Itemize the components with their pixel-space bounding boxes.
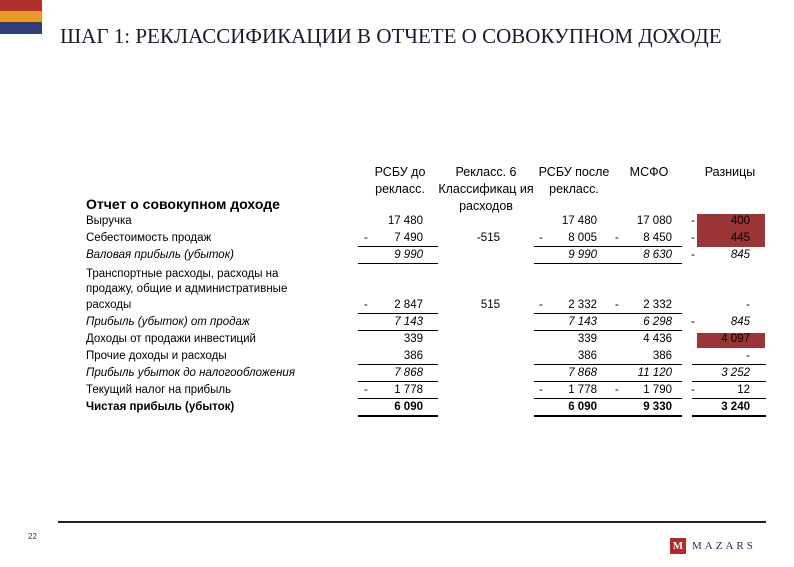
minus-sign: - [615,299,619,311]
cell-after-net: 6 090 [568,401,597,413]
cell-rsbu-cost: 7 490 [394,232,423,244]
row-label-net: Чистая прибыль (убыток) [86,401,235,413]
slide-title: ШАГ 1: РЕКЛАССИФИКАЦИИ В ОТЧЕТЕ О СОВОКУПНОМ ДОХОДЕ [60,24,722,48]
col-header-rsbu: РСБУ до рекласс. [374,165,426,196]
row-label-cost: Себестоимость продаж [86,232,212,244]
cell-diff-other: - [746,350,750,362]
underline-after [534,381,612,382]
underline-ifrs [612,364,682,365]
minus-sign: - [615,384,619,396]
cell-rsbu-expenses: 2 847 [394,299,423,311]
cell-after-revenue: 17 480 [561,215,597,227]
minus-sign: - [691,384,695,396]
cell-ifrs-gross: 8 630 [643,249,672,261]
cell-rsbu-op-profit: 7 143 [394,316,423,328]
row-label-other: Прочие доходы и расходы [86,350,227,362]
row-label-pretax: Прибыль убыток до налогообложения [86,367,295,379]
minus-sign: - [691,316,695,328]
underline-after [534,313,612,314]
minus-sign: - [539,232,543,244]
logo-text: MAZARS [692,540,756,552]
underline-after [534,263,612,264]
cell-ifrs-other: 386 [652,350,672,362]
cell-reclass-expenses: 515 [480,299,500,311]
underline-diff [692,415,766,417]
minus-sign: - [364,384,368,396]
row-label-expenses-2: продажу, общие и административные [86,283,288,295]
orange-stripe [0,11,42,22]
underline-ifrs [612,381,682,382]
cell-after-expenses: 2 332 [568,299,597,311]
cell-diff-revenue: 400 [730,215,750,227]
col-header-reclass: Рекласс. 6 Классификац ия расходов [438,165,534,213]
cell-rsbu-investments: 339 [403,333,423,345]
cell-diff-pretax: 3 252 [721,367,750,379]
cell-ifrs-investments: 4 436 [643,333,672,345]
cell-rsbu-pretax: 7 868 [394,367,423,379]
footer-divider [58,521,766,523]
row-label-tax: Текущий налог на прибыль [86,384,232,396]
minus-sign: - [691,249,695,261]
underline-rsbu [358,313,438,314]
underline-ifrs [612,330,682,331]
row-label-expenses-1: Транспортные расходы, расходы на [86,268,279,280]
cell-rsbu-revenue: 17 480 [387,215,423,227]
cell-reclass-cost: -515 [476,232,500,244]
minus-sign: - [539,384,543,396]
cell-ifrs-op-profit: 6 298 [643,316,672,328]
cell-ifrs-pretax: 11 120 [637,367,672,379]
underline-rsbu [358,364,438,365]
underline-diff [692,364,766,365]
underline-rsbu [358,263,438,264]
minus-sign: - [691,215,695,227]
underline-after [534,330,612,331]
underline-rsbu [358,398,438,399]
underline-ifrs [612,246,682,247]
cell-rsbu-other: 386 [403,350,423,362]
row-label-expenses-3: расходы [86,299,132,311]
underline-diff [692,398,766,399]
cell-ifrs-tax: 1 790 [643,384,672,396]
cell-after-cost: 8 005 [568,232,597,244]
cell-ifrs-net: 9 330 [643,401,672,413]
cell-after-tax: 1 778 [568,384,597,396]
cell-diff-cost: 445 [730,232,750,244]
col-header-after: РСБУ после рекласс. [538,165,610,196]
cell-diff-net: 3 240 [721,401,750,413]
underline-diff [692,381,766,382]
underline-after [534,398,612,399]
cell-ifrs-cost: 8 450 [643,232,672,244]
col-header-diff: Разницы [704,165,756,179]
cell-after-gross: 9 990 [568,249,597,261]
underline-rsbu [358,246,438,247]
underline-ifrs [612,415,682,417]
row-label-gross: Валовая прибыль (убыток) [86,249,234,261]
minus-sign: - [364,299,368,311]
underline-after [534,364,612,365]
cell-diff-gross: 845 [730,249,750,261]
minus-sign: - [691,232,695,244]
cell-ifrs-revenue: 17 080 [636,215,672,227]
cell-diff-tax: 12 [737,384,750,396]
row-label-investments: Доходы от продажи инвестиций [86,333,256,345]
minus-sign: - [615,232,619,244]
cell-rsbu-net: 6 090 [394,401,423,413]
cell-after-investments: 339 [577,333,597,345]
col-header-ifrs: МСФО [629,165,669,179]
cell-after-other: 386 [577,350,597,362]
underline-ifrs [612,398,682,399]
cell-rsbu-tax: 1 778 [394,384,423,396]
underline-ifrs [612,263,682,264]
underline-rsbu [358,381,438,382]
red-stripe [0,0,42,11]
page-number: 22 [28,532,37,541]
cell-after-pretax: 7 868 [568,367,597,379]
row-label-revenue: Выручка [86,215,132,227]
underline-rsbu [358,415,438,417]
row-label-op-profit: Прибыль (убыток) от продаж [86,316,250,328]
cell-diff-expenses: - [746,299,750,311]
table-heading: Отчет о совокупном доходе [86,196,280,212]
cell-diff-investments: 4 097 [721,333,750,345]
underline-after [534,415,612,417]
mazars-logo [670,538,756,554]
underline-ifrs [612,313,682,314]
cell-after-op-profit: 7 143 [568,316,597,328]
cell-diff-op-profit: 845 [730,316,750,328]
cell-rsbu-gross: 9 990 [394,249,423,261]
logo-mark-icon: M [670,538,686,554]
blue-stripe [0,22,42,34]
underline-rsbu [358,330,438,331]
minus-sign: - [539,299,543,311]
minus-sign: - [364,232,368,244]
underline-after [534,246,612,247]
cell-ifrs-expenses: 2 332 [643,299,672,311]
